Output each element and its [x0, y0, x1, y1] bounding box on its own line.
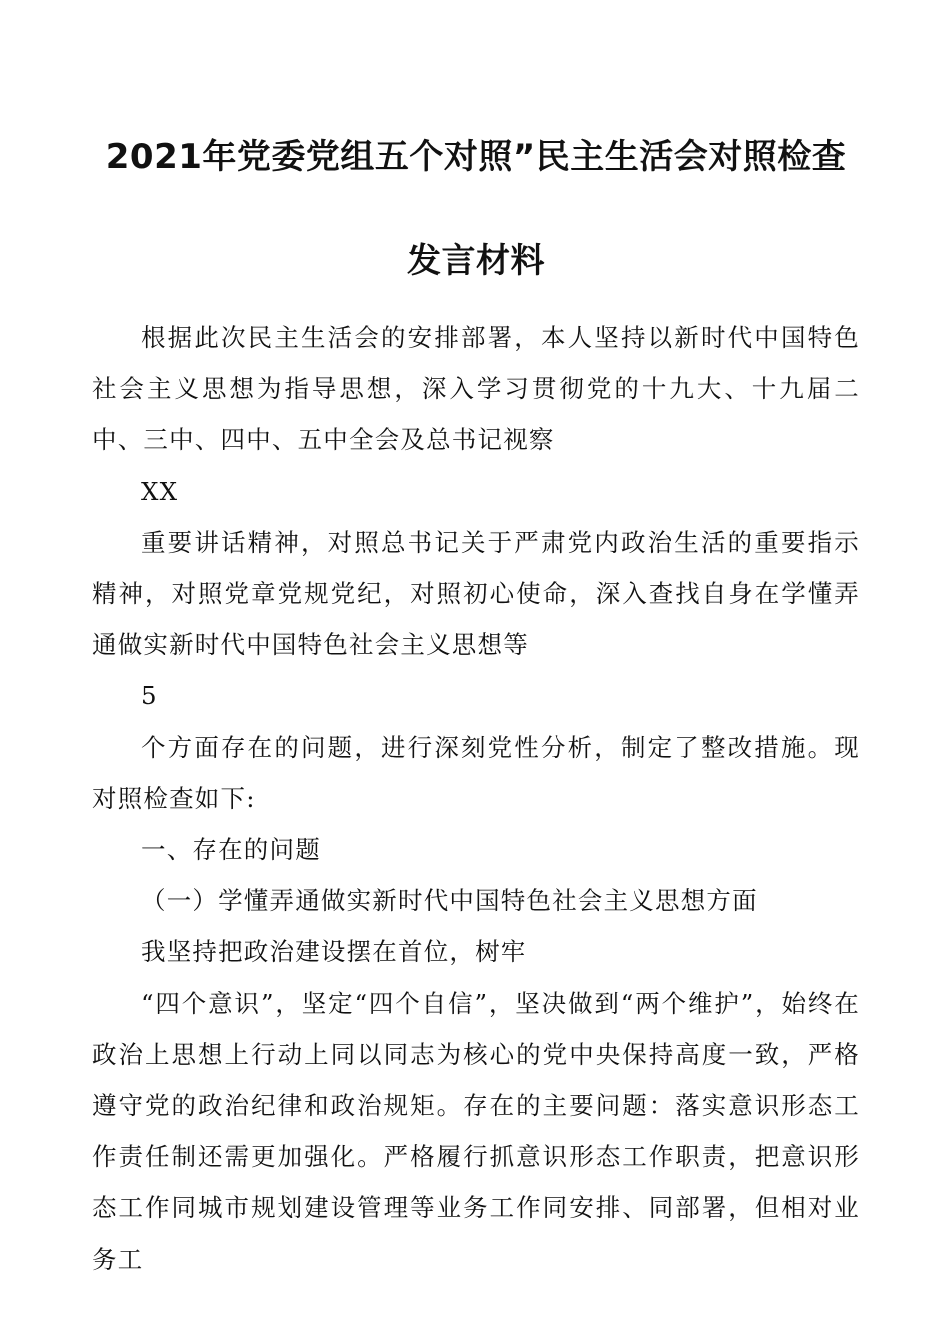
paragraph: XX	[141, 476, 179, 506]
document-page	[92, 0, 860, 1344]
document-body	[92, 312, 860, 1285]
subsection-heading: （一）学懂弄通做实新时代中国特色社会主义思想方面	[141, 886, 758, 916]
paragraph: 个方面存在的问题，进行深刻党性分析，制定了整改措施。现对照检查如下:	[92, 732, 860, 813]
paragraph: 重要讲话精神，对照总书记关于严肃党内政治生活的重要指示精神，对照党章党规党纪，对照初心使命，深入查找自身在学懂弄通做实新时代中国特色社会主义思想等	[92, 527, 860, 660]
document-title-line-2: 发言材料	[407, 241, 545, 281]
paragraph: 根据此次民主生活会的安排部署，本人坚持以新时代中国特色社会主义思想为指导思想，深入学习贯彻党的十九大、十九届二中、三中、四中、五中全会及总书记视察	[92, 323, 860, 455]
paragraph: 5	[141, 681, 158, 711]
document-title-line-1: 2021年党委党组五个对照”民主生活会对照检查	[105, 137, 847, 177]
section-heading: 一、存在的问题	[141, 835, 321, 865]
paragraph: 我坚持把政治建设摆在首位，树牢	[141, 937, 527, 967]
paragraph: “四个意识”，坚定“四个自信”，坚决做到“两个维护”，始终在政治上思想上行动上同以同志为核心的党中央保持高度一致，严格遵守党的政治纪律和政治规矩。存在的主要问题：落实意识形态工作责任制还需更加强化。严格履行抓意识形态工作职责，把意识形态工作同城市规划建设管理等业务工作同安排、同部署，但相对业务工	[92, 988, 860, 1274]
